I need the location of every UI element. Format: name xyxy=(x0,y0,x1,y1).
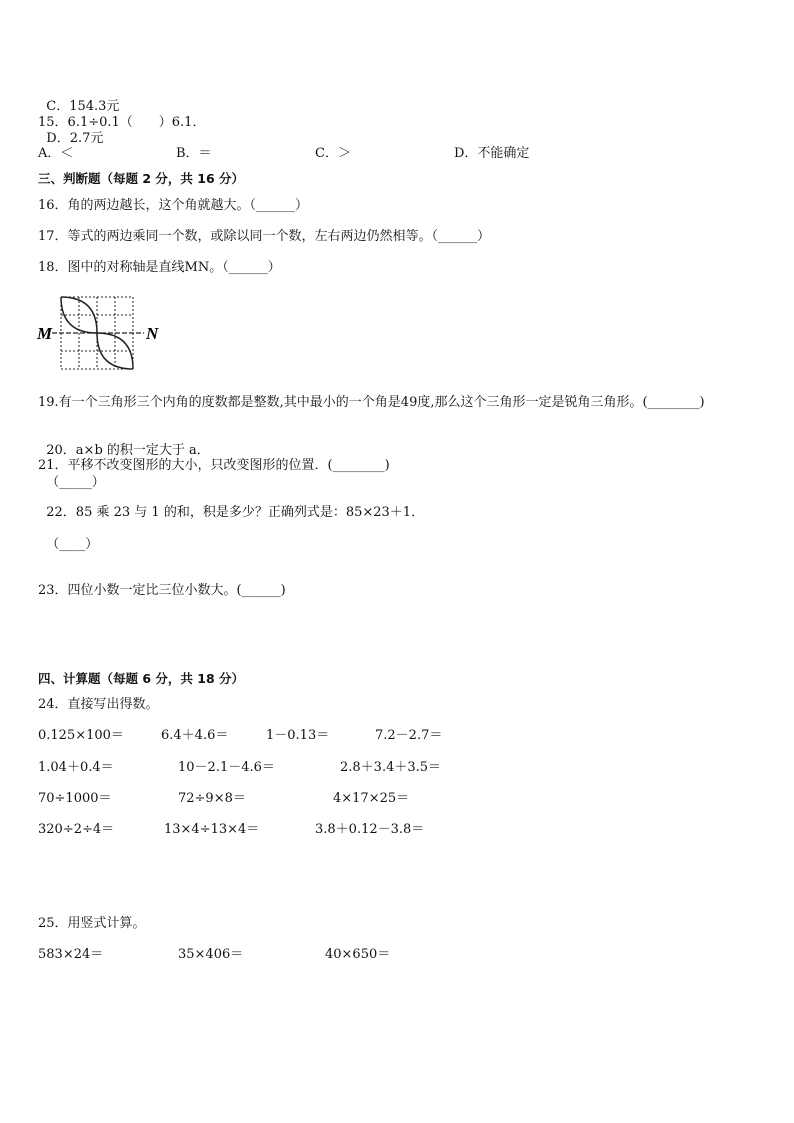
q20-blank: （_____） xyxy=(46,475,105,490)
q24-r3c1: 70÷1000＝ xyxy=(38,791,112,806)
q24-r1c4: 7.2－2.7＝ xyxy=(375,728,443,743)
q24-r4c2: 13×4÷13×4＝ xyxy=(164,822,260,837)
q22-blank: （____） xyxy=(46,537,99,552)
q20-text: 20．a×b 的积一定大于 a． xyxy=(46,443,210,458)
q14-option-d: D．2.7元 xyxy=(46,131,104,146)
q15-option-d: D．不能确定 xyxy=(454,146,530,161)
label-m: M xyxy=(37,324,53,343)
q24-r3c3: 4×17×25＝ xyxy=(333,791,410,806)
q15-option-a: A．＜ xyxy=(38,146,74,161)
symmetry-figure xyxy=(36,293,166,373)
q23: 23．四位小数一定比三位小数大。(______) xyxy=(38,583,286,598)
q21: 21．平移不改变图形的大小，只改变图形的位置．(________) xyxy=(38,458,390,473)
q15-option-c: C．＞ xyxy=(315,146,351,161)
q24-r1c3: 1－0.13＝ xyxy=(266,728,330,743)
q24-r3c2: 72÷9×8＝ xyxy=(178,791,246,806)
label-n: N xyxy=(146,324,159,343)
q16: 16．角的两边越长，这个角就越大。（______） xyxy=(38,198,309,213)
q24-r2c3: 2.8＋3.4＋3.5＝ xyxy=(340,760,442,775)
q19: 19.有一个三角形三个内角的度数都是整数,其中最小的一个角是49度,那么这个三角形一定是锐角三角形。(________) xyxy=(38,395,705,410)
q25-c2: 35×406＝ xyxy=(178,947,244,962)
section4-heading: 四、计算题（每题 6 分，共 18 分） xyxy=(38,671,245,686)
q24-r2c1: 1.04＋0.4＝ xyxy=(38,760,114,775)
q22-text: 22．85 乘 23 与 1 的和，积是多少？正确列式是：85×23＋1． xyxy=(46,505,425,520)
q24-r4c1: 320÷2÷4＝ xyxy=(38,822,115,837)
section3-heading: 三、判断题（每题 2 分，共 16 分） xyxy=(38,171,245,186)
q17: 17．等式的两边乘同一个数，或除以同一个数，左右两边仍然相等。（______） xyxy=(38,229,491,244)
q22 xyxy=(38,489,424,553)
q25-c1: 583×24＝ xyxy=(38,947,104,962)
q24-r1c1: 0.125×100＝ xyxy=(38,728,124,743)
q24-r4c3: 3.8＋0.12－3.8＝ xyxy=(315,822,425,837)
q14-option-c: C．154.3元 xyxy=(46,99,120,114)
q24: 24．直接写出得数。 xyxy=(38,697,159,712)
q15-stem: 15．6.1÷0.1（ ）6.1． xyxy=(38,115,206,130)
q15-option-b: B．＝ xyxy=(176,146,212,161)
q24-r2c2: 10－2.1－4.6＝ xyxy=(178,760,275,775)
q25-c3: 40×650＝ xyxy=(325,947,391,962)
q25: 25．用竖式计算。 xyxy=(38,916,146,931)
q18: 18．图中的对称轴是直线MN。（______） xyxy=(38,260,281,275)
q24-r1c2: 6.4＋4.6＝ xyxy=(161,728,229,743)
